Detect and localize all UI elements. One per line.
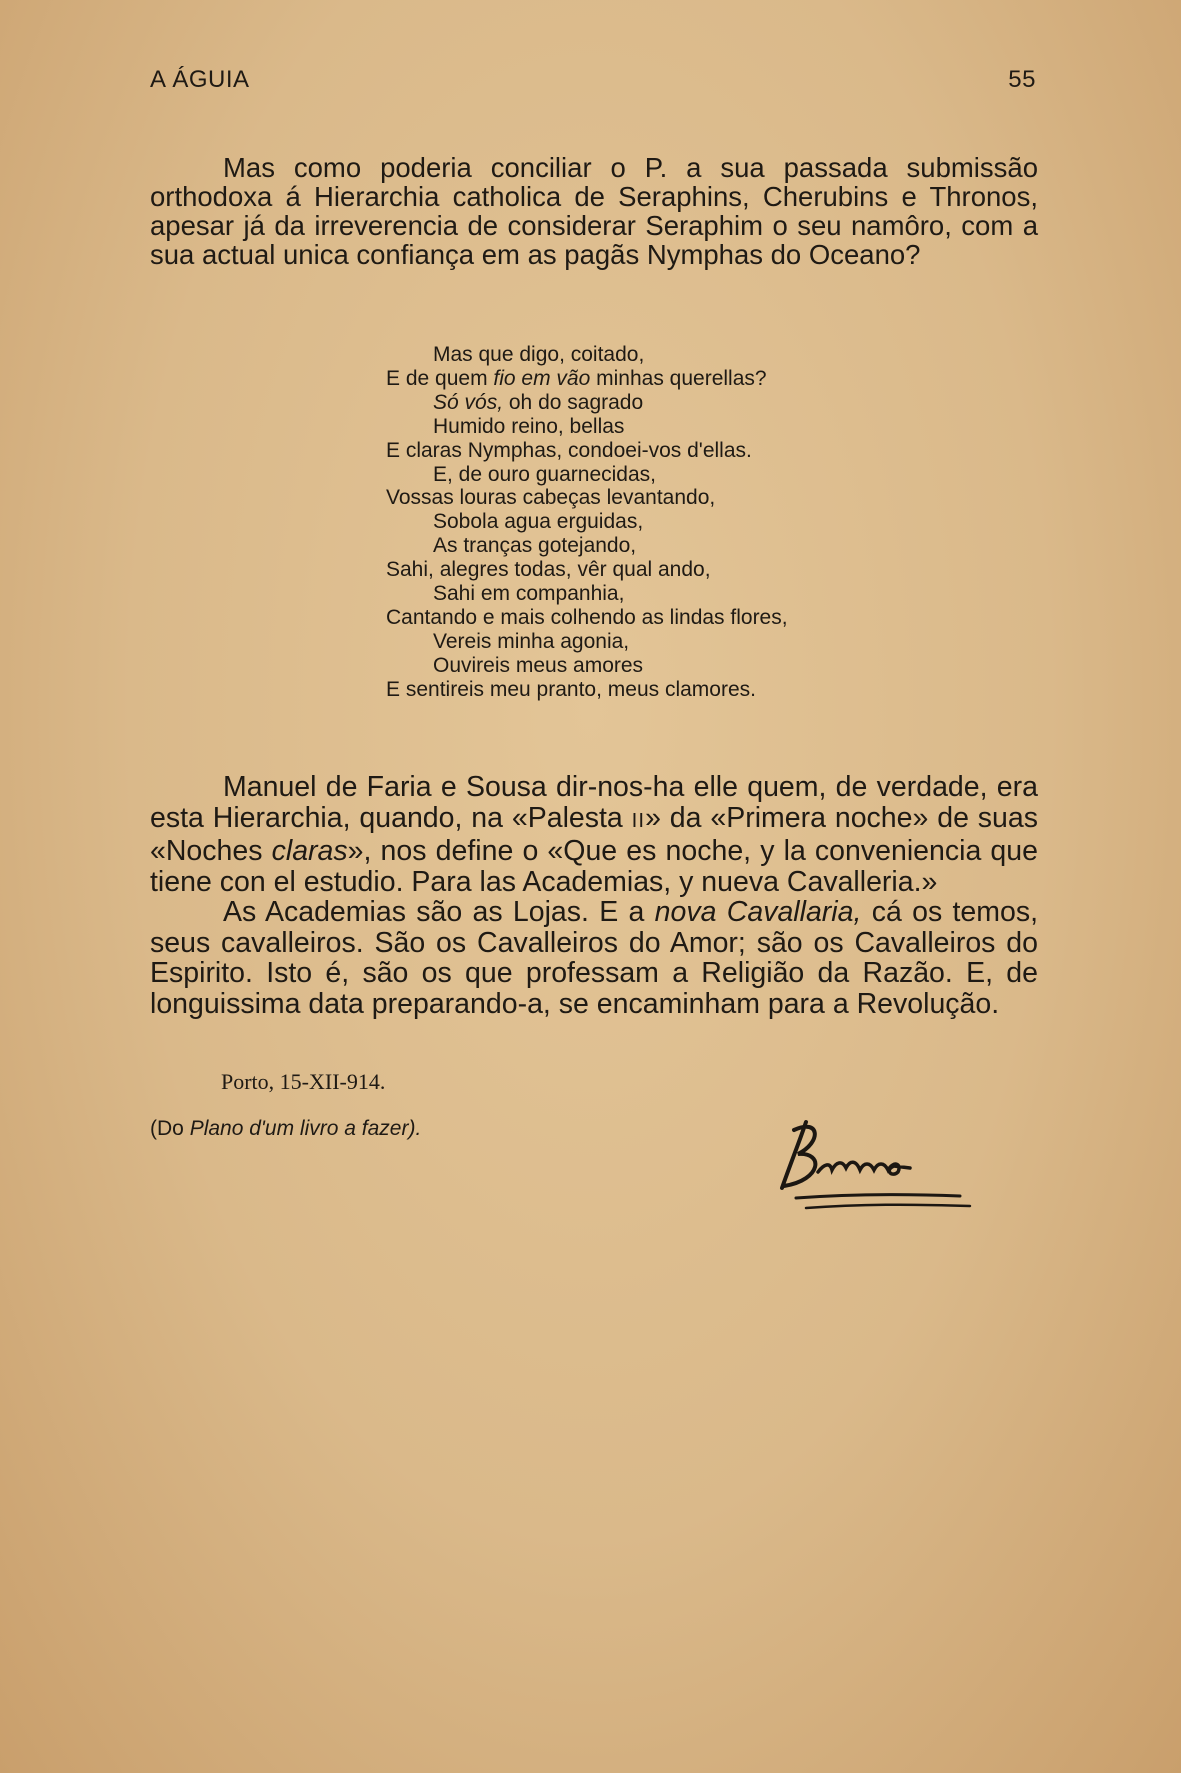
date-line: Porto, 15-XII-914. [221,1069,386,1094]
poem-line: Vereis minha agonia, [433,629,630,653]
paragraph-text: Mas como poderia conciliar o P. a sua passada submissão orthodoxa á Hierarchia catholica de Seraphins, Cherubins e Thronos, apesar já da irreverencia de considerar Seraphim o seu namôro, com a sua actual unica confiança em as pagãs Nymphas do Oceano? [150,152,1038,270]
poem-line: Sobola agua erguidas, [433,510,644,534]
poem-line: Mas que digo, coitado, [433,343,645,366]
poem-line: E, de ouro guarnecidas, [433,462,656,486]
running-header [150,66,1036,94]
paragraph-text [150,772,1038,897]
poem-italic-text: fio em vão [493,366,591,390]
poem-line: Sahi em companhia, [433,582,625,606]
poem-line [386,391,788,415]
closing-paragraphs [150,772,1038,1019]
poem-line: Vossas louras cabeças levantando, [386,486,716,510]
roman-numeral: II [631,808,646,832]
handwritten-signature [760,1110,980,1220]
source-note [150,1117,421,1141]
source-prefix: (Do [150,1117,190,1140]
poem-line [386,367,788,391]
journal-title: A ÁGUIA [150,66,250,93]
paragraph-text [150,897,1038,1019]
opening-paragraph [150,153,1038,269]
paragraph-segment: », nos define o «Que es noche, y la conveniencia que tiene con el estudio. Para las Academias, y nueva Cavalleria.» [150,835,1038,898]
source-title: Plano d'um livro a fazer). [189,1117,422,1140]
italic-segment: nova Cavallaria, [654,896,862,928]
poem-text: oh do sagrado [503,390,644,414]
poem-line: E sentireis meu pranto, meus clamores. [386,677,756,701]
paragraph-segment: cá os temos, seus cavalleiros. São os Cavalleiros do Amor; são os Cavalleiros do Espirito. Isto é, são os que professam a Religião da Razão. E, de longuissima data preparando-a, se encaminham para a Revolução. [150,896,1039,1020]
poem-line: E claras Nymphas, condoei-vos d'ellas. [386,438,752,462]
paragraph-segment: Manuel de Faria e Sousa dir-nos-ha elle quem, de verdade, era esta Hierarchia, quando, na «Palesta [150,771,1038,834]
poem-text: minhas querellas? [590,366,767,390]
poem-line: Cantando e mais colhendo as lindas flores, [386,605,788,629]
poem-line: Sahi, alegres todas, vêr qual ando, [386,558,711,582]
paragraph-segment: » da «Primera noche» de suas «Noches [150,801,1038,867]
poem-italic-text: Só vós, [433,390,504,414]
poem-quotation [386,343,788,702]
poem-line: As tranças gotejando, [433,534,637,558]
poem-line: Humido reino, bellas [433,414,625,438]
poem-text: E de quem [386,366,494,390]
paragraph-segment: As Academias são as Lojas. E a [223,896,655,928]
page-number: 55 [1008,66,1036,93]
italic-segment: claras [271,835,348,867]
poem-line: Ouvireis meus amores [433,653,644,677]
